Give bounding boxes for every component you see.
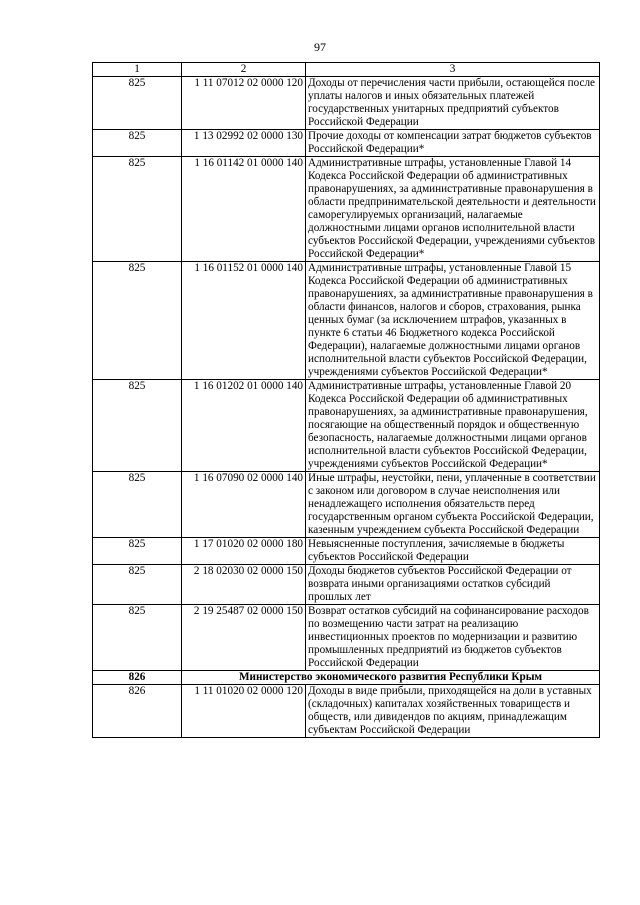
table-row (93, 685, 600, 738)
revenue-code-cell: 1 16 01142 01 0000 140 (182, 157, 306, 262)
column-header: 1 (93, 63, 182, 77)
revenue-name-cell: Доходы от перечисления части прибыли, остающейся после уплаты налогов и иных обязательных платежей государственных унитарных предприятий субъектов Российской Федерации (306, 77, 600, 130)
admin-code-cell: 825 (93, 380, 182, 472)
revenue-name-cell: Административные штрафы, установленные Главой 14 Кодекса Российской Федерации об административных правонарушениях, за административные правонарушения в области предпринимательской деятельности и деятельности саморегулируемых организаций, налагаемые должностными лицами органов исполнительной власти субъектов Российской Федерации, учреждениями субъектов Российской Федерации* (306, 157, 600, 262)
table-row (93, 380, 600, 472)
table-row (93, 77, 600, 130)
table-row (93, 157, 600, 262)
section-row (93, 671, 600, 685)
revenue-code-cell: 1 16 01152 01 0000 140 (182, 262, 306, 380)
admin-code-cell: 825 (93, 77, 182, 130)
section-admin-code: 826 (93, 671, 182, 685)
revenue-name-cell: Доходы в виде прибыли, приходящейся на доли в уставных (складочных) капиталах хозяйственных товариществ и обществ, или дивидендов по акциям, принадлежащим субъектам Российской Федерации (306, 685, 600, 738)
admin-code-cell: 825 (93, 605, 182, 671)
admin-code-cell: 825 (93, 130, 182, 157)
revenue-name-cell: Административные штрафы, установленные Главой 15 Кодекса Российской Федерации об административных правонарушениях, за административные правонарушения в области финансов, налогов и сборов, страхования, рынка ценных бумаг (за исключением штрафов, указанных в пункте 6 статьи 46 Бюджетного кодекса Российской Федерации), налагаемые должностными лицами органов исполнительной власти субъектов Российской Федерации, учреждениями субъектов Российской Федерации* (306, 262, 600, 380)
table-row (93, 130, 600, 157)
admin-code-cell: 825 (93, 565, 182, 605)
table-row (93, 538, 600, 565)
section-title: Министерство экономического развития Республики Крым (182, 671, 600, 685)
revenue-code-cell: 1 11 07012 02 0000 120 (182, 77, 306, 130)
revenue-code-cell: 2 18 02030 02 0000 150 (182, 565, 306, 605)
page-number: 97 (314, 40, 326, 54)
revenue-codes-table (92, 62, 600, 738)
column-header: 3 (306, 63, 600, 77)
revenue-name-cell: Административные штрафы, установленные Главой 20 Кодекса Российской Федерации об административных правонарушениях, за административные правонарушения, посягающие на общественный порядок и общественную безопасность, налагаемые должностными лицами органов исполнительной власти субъектов Российской Федерации, учреждениями субъектов Российской Федерации* (306, 380, 600, 472)
revenue-name-cell: Прочие доходы от компенсации затрат бюджетов субъектов Российской Федерации* (306, 130, 600, 157)
table-header-row (93, 63, 600, 77)
table-row (93, 605, 600, 671)
admin-code-cell: 825 (93, 157, 182, 262)
revenue-name-cell: Доходы бюджетов субъектов Российской Федерации от возврата иными организациями остатков субсидий прошлых лет (306, 565, 600, 605)
admin-code-cell: 826 (93, 685, 182, 738)
table-row (93, 472, 600, 538)
admin-code-cell: 825 (93, 538, 182, 565)
table-row (93, 262, 600, 380)
revenue-name-cell: Невыясненные поступления, зачисляемые в бюджеты субъектов Российской Федерации (306, 538, 600, 565)
table-row (93, 565, 600, 605)
revenue-code-cell: 1 13 02992 02 0000 130 (182, 130, 306, 157)
revenue-name-cell: Иные штрафы, неустойки, пени, уплаченные в соответствии с законом или договором в случае неисполнения или ненадлежащего исполнения обязательств перед государственным органом субъекта Российской Федерации, казенным учреждением субъекта Российской Федерации (306, 472, 600, 538)
revenue-code-cell: 2 19 25487 02 0000 150 (182, 605, 306, 671)
revenue-name-cell: Возврат остатков субсидий на софинансирование расходов по возмещению части затрат на реализацию инвестиционных проектов по модернизации и развитию промышленных предприятий из бюджетов субъектов Российской Федерации (306, 605, 600, 671)
revenue-code-cell: 1 17 01020 02 0000 180 (182, 538, 306, 565)
admin-code-cell: 825 (93, 472, 182, 538)
revenue-code-cell: 1 16 01202 01 0000 140 (182, 380, 306, 472)
admin-code-cell: 825 (93, 262, 182, 380)
column-header: 2 (182, 63, 306, 77)
revenue-code-cell: 1 11 01020 02 0000 120 (182, 685, 306, 738)
revenue-code-cell: 1 16 07090 02 0000 140 (182, 472, 306, 538)
